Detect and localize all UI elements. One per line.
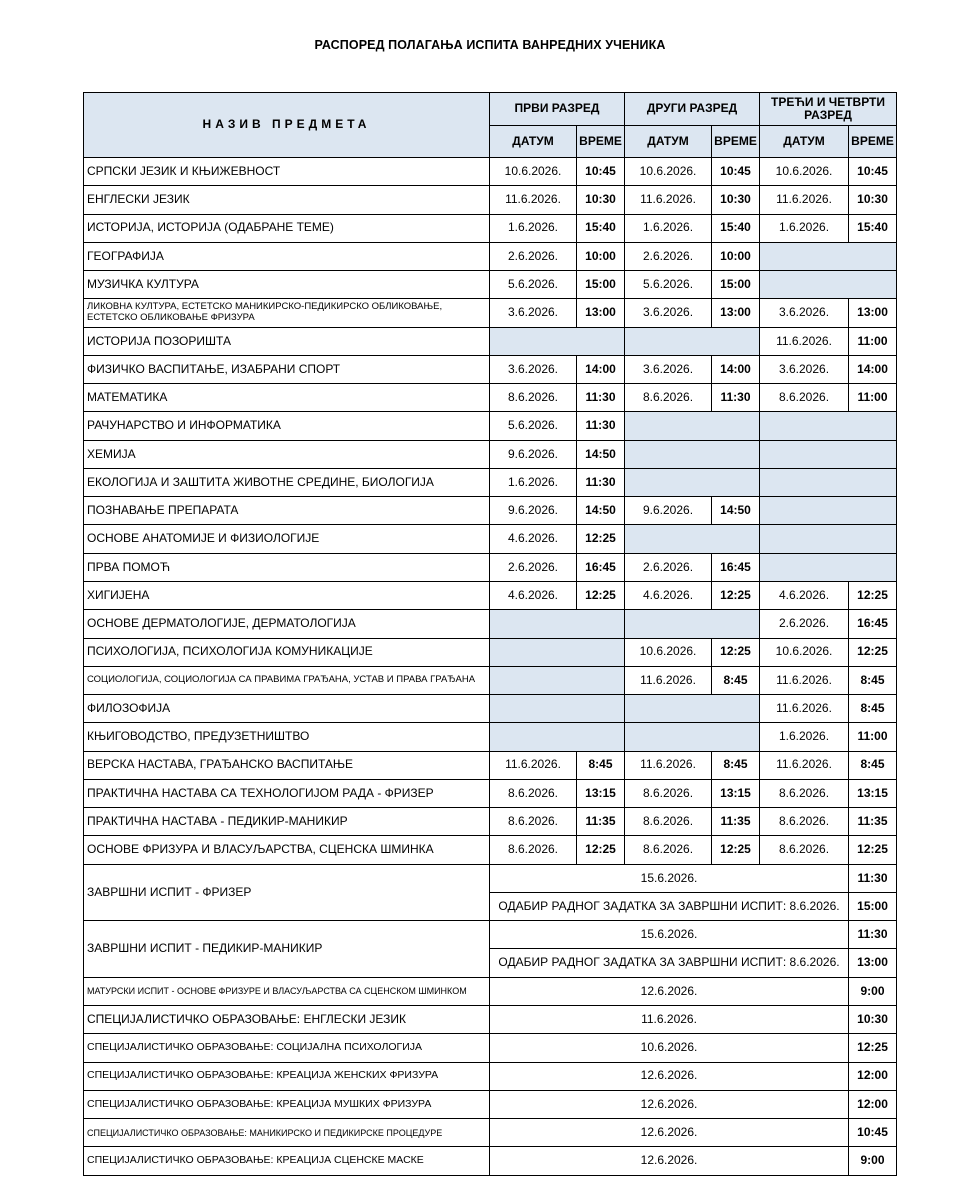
exam-time: 12:25 — [712, 638, 760, 666]
table-row — [84, 355, 897, 383]
exam-time: 10:30 — [849, 1005, 897, 1033]
exam-time: 11:00 — [849, 723, 897, 751]
exam-time: 11:30 — [849, 864, 897, 892]
table-row — [84, 327, 897, 355]
exam-time: 12:25 — [849, 638, 897, 666]
exam-date: 5.6.2026. — [490, 271, 577, 299]
exam-time: 10:30 — [712, 186, 760, 214]
empty-cell — [625, 327, 760, 355]
exam-time: 11:30 — [577, 412, 625, 440]
header-subject: НАЗИВ ПРЕДМЕТА — [84, 93, 490, 158]
exam-date: 3.6.2026. — [490, 355, 577, 383]
exam-time: 12:25 — [849, 836, 897, 864]
exam-time: 14:50 — [577, 440, 625, 468]
exam-date: 12.6.2026. — [490, 977, 849, 1005]
exam-date: 10.6.2026. — [760, 638, 849, 666]
exam-time: 14:50 — [712, 497, 760, 525]
exam-time: 11:30 — [712, 384, 760, 412]
table-row — [84, 525, 897, 553]
empty-cell — [760, 242, 897, 270]
exam-date: 1.6.2026. — [760, 723, 849, 751]
table-row — [84, 864, 897, 892]
exam-date: 11.6.2026. — [760, 666, 849, 694]
exam-time: 14:50 — [577, 497, 625, 525]
table-row — [84, 497, 897, 525]
exam-time: 10:30 — [577, 186, 625, 214]
empty-cell — [760, 553, 897, 581]
subject-name: СПЕЦИЈАЛИСТИЧКО ОБРАЗОВАЊЕ: ЕНГЛЕСКИ ЈЕЗИК — [84, 1005, 490, 1033]
header-time: ВРЕМЕ — [849, 126, 897, 158]
exam-time: 14:00 — [577, 355, 625, 383]
subject-name: ПРАКТИЧНА НАСТАВА СА ТЕХНОЛОГИЈОМ РАДА - ФРИЗЕР — [84, 779, 490, 807]
schedule-body — [84, 158, 897, 1176]
exam-time: 13:00 — [849, 949, 897, 977]
subject-name: ХЕМИЈА — [84, 440, 490, 468]
exam-date: 12.6.2026. — [490, 1147, 849, 1175]
exam-time: 11:35 — [849, 808, 897, 836]
header-time: ВРЕМЕ — [712, 126, 760, 158]
exam-date: 11.6.2026. — [490, 751, 577, 779]
exam-date: ОДАБИР РАДНОГ ЗАДАТКА ЗА ЗАВРШНИ ИСПИТ: 8.6.2026. — [490, 949, 849, 977]
exam-time: 13:15 — [577, 779, 625, 807]
subject-name: ЕКОЛОГИЈА И ЗАШТИТА ЖИВОТНЕ СРЕДИНЕ, БИОЛОГИЈА — [84, 468, 490, 496]
exam-time: 12:25 — [577, 525, 625, 553]
exam-date: 1.6.2026. — [760, 214, 849, 242]
exam-date: 10.6.2026. — [625, 158, 712, 186]
exam-time: 8:45 — [712, 666, 760, 694]
table-row — [84, 214, 897, 242]
exam-time: 15:40 — [849, 214, 897, 242]
table-row — [84, 666, 897, 694]
subject-name: СПЕЦИЈАЛИСТИЧКО ОБРАЗОВАЊЕ: КРЕАЦИЈА МУШКИХ ФРИЗУРА — [84, 1090, 490, 1118]
header-time: ВРЕМЕ — [577, 126, 625, 158]
table-row — [84, 1090, 897, 1118]
exam-date: 12.6.2026. — [490, 1062, 849, 1090]
subject-name: ХИГИЈЕНА — [84, 581, 490, 609]
exam-date: 11.6.2026. — [490, 1005, 849, 1033]
subject-name: СПЕЦИЈАЛИСТИЧКО ОБРАЗОВАЊЕ: СОЦИЈАЛНА ПСИХОЛОГИЈА — [84, 1034, 490, 1062]
exam-date: 8.6.2026. — [490, 808, 577, 836]
exam-date: 15.6.2026. — [490, 864, 849, 892]
exam-time: 15:40 — [712, 214, 760, 242]
empty-cell — [760, 497, 897, 525]
exam-date: 9.6.2026. — [490, 497, 577, 525]
table-row — [84, 242, 897, 270]
exam-time: 10:45 — [849, 1119, 897, 1147]
exam-time: 12:00 — [849, 1062, 897, 1090]
table-row — [84, 836, 897, 864]
exam-time: 9:00 — [849, 1147, 897, 1175]
table-row — [84, 581, 897, 609]
table-row — [84, 186, 897, 214]
exam-date: 5.6.2026. — [625, 271, 712, 299]
subject-name: СПЕЦИЈАЛИСТИЧКО ОБРАЗОВАЊЕ: КРЕАЦИЈА СЦЕНСКЕ МАСКЕ — [84, 1147, 490, 1175]
exam-date: 4.6.2026. — [760, 581, 849, 609]
empty-cell — [625, 412, 760, 440]
exam-date: 8.6.2026. — [625, 836, 712, 864]
exam-time: 14:00 — [849, 355, 897, 383]
exam-time: 16:45 — [849, 610, 897, 638]
exam-date: 11.6.2026. — [760, 751, 849, 779]
table-row — [84, 271, 897, 299]
exam-date: 3.6.2026. — [490, 299, 577, 327]
exam-date: 8.6.2026. — [760, 384, 849, 412]
document-title: РАСПОРЕД ПОЛАГАЊА ИСПИТА ВАНРЕДНИХ УЧЕНИКА — [314, 38, 666, 52]
exam-time: 12:25 — [849, 581, 897, 609]
table-row — [84, 412, 897, 440]
exam-time: 12:25 — [577, 836, 625, 864]
exam-time: 11:30 — [577, 468, 625, 496]
exam-time: 8:45 — [849, 666, 897, 694]
exam-date: 10.6.2026. — [490, 1034, 849, 1062]
exam-date: 1.6.2026. — [490, 214, 577, 242]
exam-time: 9:00 — [849, 977, 897, 1005]
exam-date: 10.6.2026. — [625, 638, 712, 666]
exam-date: 10.6.2026. — [490, 158, 577, 186]
table-row — [84, 723, 897, 751]
table-row — [84, 158, 897, 186]
table-row — [84, 695, 897, 723]
subject-name: ИСТОРИЈА ПОЗОРИШТА — [84, 327, 490, 355]
table-row — [84, 977, 897, 1005]
subject-name: ОСНОВЕ АНАТОМИЈЕ И ФИЗИОЛОГИЈЕ — [84, 525, 490, 553]
exam-time: 11:30 — [849, 921, 897, 949]
empty-cell — [760, 271, 897, 299]
empty-cell — [760, 525, 897, 553]
exam-date: 10.6.2026. — [760, 158, 849, 186]
exam-date: 12.6.2026. — [490, 1119, 849, 1147]
subject-name: КЊИГОВОДСТВО, ПРЕДУЗЕТНИШТВО — [84, 723, 490, 751]
exam-date: 5.6.2026. — [490, 412, 577, 440]
exam-time: 10:45 — [849, 158, 897, 186]
exam-time: 12:25 — [577, 581, 625, 609]
exam-date: 11.6.2026. — [625, 666, 712, 694]
header-grade-2: ДРУГИ РАЗРЕД — [625, 93, 760, 126]
empty-cell — [490, 695, 625, 723]
subject-name: МАТУРСКИ ИСПИТ - ОСНОВЕ ФРИЗУРЕ И ВЛАСУЉАРСТВА СА СЦЕНСКОМ ШМИНКОМ — [84, 977, 490, 1005]
exam-date: 4.6.2026. — [490, 581, 577, 609]
exam-date: 2.6.2026. — [625, 242, 712, 270]
exam-time: 11:00 — [849, 327, 897, 355]
subject-name: ЗАВРШНИ ИСПИТ - ФРИЗЕР — [84, 864, 490, 921]
exam-date: ОДАБИР РАДНОГ ЗАДАТКА ЗА ЗАВРШНИ ИСПИТ: 8.6.2026. — [490, 892, 849, 920]
exam-time: 11:00 — [849, 384, 897, 412]
table-row — [84, 751, 897, 779]
exam-date: 8.6.2026. — [625, 779, 712, 807]
subject-name: ФИЗИЧКО ВАСПИТАЊЕ, ИЗАБРАНИ СПОРТ — [84, 355, 490, 383]
exam-time: 10:30 — [849, 186, 897, 214]
subject-name: ПСИХОЛОГИЈА, ПСИХОЛОГИЈА КОМУНИКАЦИЈЕ — [84, 638, 490, 666]
exam-time: 12:25 — [712, 581, 760, 609]
table-row — [84, 1005, 897, 1033]
exam-date: 8.6.2026. — [490, 836, 577, 864]
subject-name: ПОЗНАВАЊЕ ПРЕПАРАТА — [84, 497, 490, 525]
exam-time: 14:00 — [712, 355, 760, 383]
empty-cell — [760, 440, 897, 468]
table-row — [84, 610, 897, 638]
subject-name: РАЧУНАРСТВО И ИНФОРМАТИКА — [84, 412, 490, 440]
subject-name: СПЕЦИЈАЛИСТИЧКО ОБРАЗОВАЊЕ: КРЕАЦИЈА ЖЕНСКИХ ФРИЗУРА — [84, 1062, 490, 1090]
exam-date: 1.6.2026. — [625, 214, 712, 242]
empty-cell — [490, 723, 625, 751]
subject-name: ИСТОРИЈА, ИСТОРИЈА (ОДАБРАНЕ ТЕМЕ) — [84, 214, 490, 242]
empty-cell — [490, 638, 625, 666]
subject-name: МУЗИЧКА КУЛТУРА — [84, 271, 490, 299]
table-row — [84, 440, 897, 468]
exam-date: 3.6.2026. — [760, 355, 849, 383]
exam-date: 11.6.2026. — [760, 695, 849, 723]
header-date: ДАТУМ — [760, 126, 849, 158]
exam-time: 15:00 — [712, 271, 760, 299]
exam-date: 1.6.2026. — [490, 468, 577, 496]
exam-date: 11.6.2026. — [625, 186, 712, 214]
exam-date: 11.6.2026. — [625, 751, 712, 779]
subject-name: ГЕОГРАФИЈА — [84, 242, 490, 270]
subject-name: МАТЕМАТИКА — [84, 384, 490, 412]
subject-name: ФИЛОЗОФИЈА — [84, 695, 490, 723]
subject-name: ЗАВРШНИ ИСПИТ - ПЕДИКИР-МАНИКИР — [84, 921, 490, 978]
empty-cell — [625, 610, 760, 638]
exam-time: 13:15 — [712, 779, 760, 807]
table-row — [84, 553, 897, 581]
empty-cell — [490, 610, 625, 638]
table-row — [84, 299, 897, 327]
exam-time: 13:00 — [712, 299, 760, 327]
exam-time: 10:00 — [577, 242, 625, 270]
exam-time: 8:45 — [849, 695, 897, 723]
exam-schedule-table — [83, 92, 897, 1176]
table-row — [84, 1147, 897, 1175]
subject-name: ПРВА ПОМОЋ — [84, 553, 490, 581]
table-row — [84, 1034, 897, 1062]
empty-cell — [490, 666, 625, 694]
subject-name: СОЦИОЛОГИЈА, СОЦИОЛОГИЈА СА ПРАВИМА ГРАЂАНА, УСТАВ И ПРАВА ГРАЂАНА — [84, 666, 490, 694]
empty-cell — [760, 468, 897, 496]
exam-date: 9.6.2026. — [625, 497, 712, 525]
exam-time: 11:35 — [712, 808, 760, 836]
subject-name: СРПСКИ ЈЕЗИК И КЊИЖЕВНОСТ — [84, 158, 490, 186]
subject-name: СПЕЦИЈАЛИСТИЧКО ОБРАЗОВАЊЕ: МАНИКИРСКО И ПЕДИКИРСКЕ ПРОЦЕДУРЕ — [84, 1119, 490, 1147]
exam-date: 2.6.2026. — [760, 610, 849, 638]
exam-time: 8:45 — [577, 751, 625, 779]
exam-time: 10:00 — [712, 242, 760, 270]
exam-time: 8:45 — [849, 751, 897, 779]
exam-date: 8.6.2026. — [760, 779, 849, 807]
exam-date: 3.6.2026. — [625, 299, 712, 327]
empty-cell — [625, 695, 760, 723]
empty-cell — [760, 412, 897, 440]
exam-date: 8.6.2026. — [490, 384, 577, 412]
subject-name: ОСНОВЕ ФРИЗУРА И ВЛАСУЉАРСТВА, СЦЕНСКА ШМИНКА — [84, 836, 490, 864]
subject-name: ЛИКОВНА КУЛТУРА, ЕСТЕТСКО МАНИКИРСКО-ПЕДИКИРСКО ОБЛИКОВАЊЕ, ЕСТЕТСКО ОБЛИКОВАЊЕ ФРИЗУРА — [84, 299, 490, 327]
empty-cell — [625, 440, 760, 468]
table-row — [84, 1119, 897, 1147]
subject-name: ПРАКТИЧНА НАСТАВА - ПЕДИКИР-МАНИКИР — [84, 808, 490, 836]
empty-cell — [490, 327, 625, 355]
exam-date: 15.6.2026. — [490, 921, 849, 949]
table-row — [84, 468, 897, 496]
header-date: ДАТУМ — [625, 126, 712, 158]
exam-time: 10:45 — [712, 158, 760, 186]
empty-cell — [625, 468, 760, 496]
exam-date: 2.6.2026. — [490, 553, 577, 581]
exam-date: 9.6.2026. — [490, 440, 577, 468]
header-grade-1: ПРВИ РАЗРЕД — [490, 93, 625, 126]
table-row — [84, 384, 897, 412]
header-date: ДАТУМ — [490, 126, 577, 158]
exam-date: 8.6.2026. — [625, 384, 712, 412]
exam-time: 8:45 — [712, 751, 760, 779]
exam-date: 11.6.2026. — [760, 327, 849, 355]
exam-time: 13:00 — [577, 299, 625, 327]
exam-date: 11.6.2026. — [490, 186, 577, 214]
exam-time: 12:25 — [849, 1034, 897, 1062]
table-row — [84, 808, 897, 836]
exam-time: 11:30 — [577, 384, 625, 412]
table-row — [84, 921, 897, 949]
exam-time: 13:00 — [849, 299, 897, 327]
exam-date: 8.6.2026. — [760, 808, 849, 836]
table-row — [84, 779, 897, 807]
exam-time: 12:00 — [849, 1090, 897, 1118]
exam-date: 4.6.2026. — [625, 581, 712, 609]
exam-time: 13:15 — [849, 779, 897, 807]
empty-cell — [625, 723, 760, 751]
table-row — [84, 1062, 897, 1090]
exam-time: 15:40 — [577, 214, 625, 242]
exam-date: 2.6.2026. — [490, 242, 577, 270]
exam-date: 12.6.2026. — [490, 1090, 849, 1118]
exam-time: 15:00 — [849, 892, 897, 920]
table-row — [84, 638, 897, 666]
exam-date: 8.6.2026. — [490, 779, 577, 807]
exam-time: 11:35 — [577, 808, 625, 836]
exam-date: 11.6.2026. — [760, 186, 849, 214]
subject-name: ЕНГЛЕСКИ ЈЕЗИК — [84, 186, 490, 214]
exam-date: 2.6.2026. — [625, 553, 712, 581]
subject-name: ОСНОВЕ ДЕРМАТОЛОГИЈЕ, ДЕРМАТОЛОГИЈА — [84, 610, 490, 638]
exam-date: 3.6.2026. — [625, 355, 712, 383]
header-grade-3-4: ТРЕЋИ И ЧЕТВРТИ РАЗРЕД — [760, 93, 897, 126]
exam-date: 8.6.2026. — [625, 808, 712, 836]
exam-time: 15:00 — [577, 271, 625, 299]
empty-cell — [625, 525, 760, 553]
exam-time: 12:25 — [712, 836, 760, 864]
exam-time: 10:45 — [577, 158, 625, 186]
subject-name: ВЕРСКА НАСТАВА, ГРАЂАНСКО ВАСПИТАЊЕ — [84, 751, 490, 779]
exam-date: 3.6.2026. — [760, 299, 849, 327]
exam-time: 16:45 — [577, 553, 625, 581]
exam-time: 16:45 — [712, 553, 760, 581]
exam-date: 4.6.2026. — [490, 525, 577, 553]
exam-date: 8.6.2026. — [760, 836, 849, 864]
